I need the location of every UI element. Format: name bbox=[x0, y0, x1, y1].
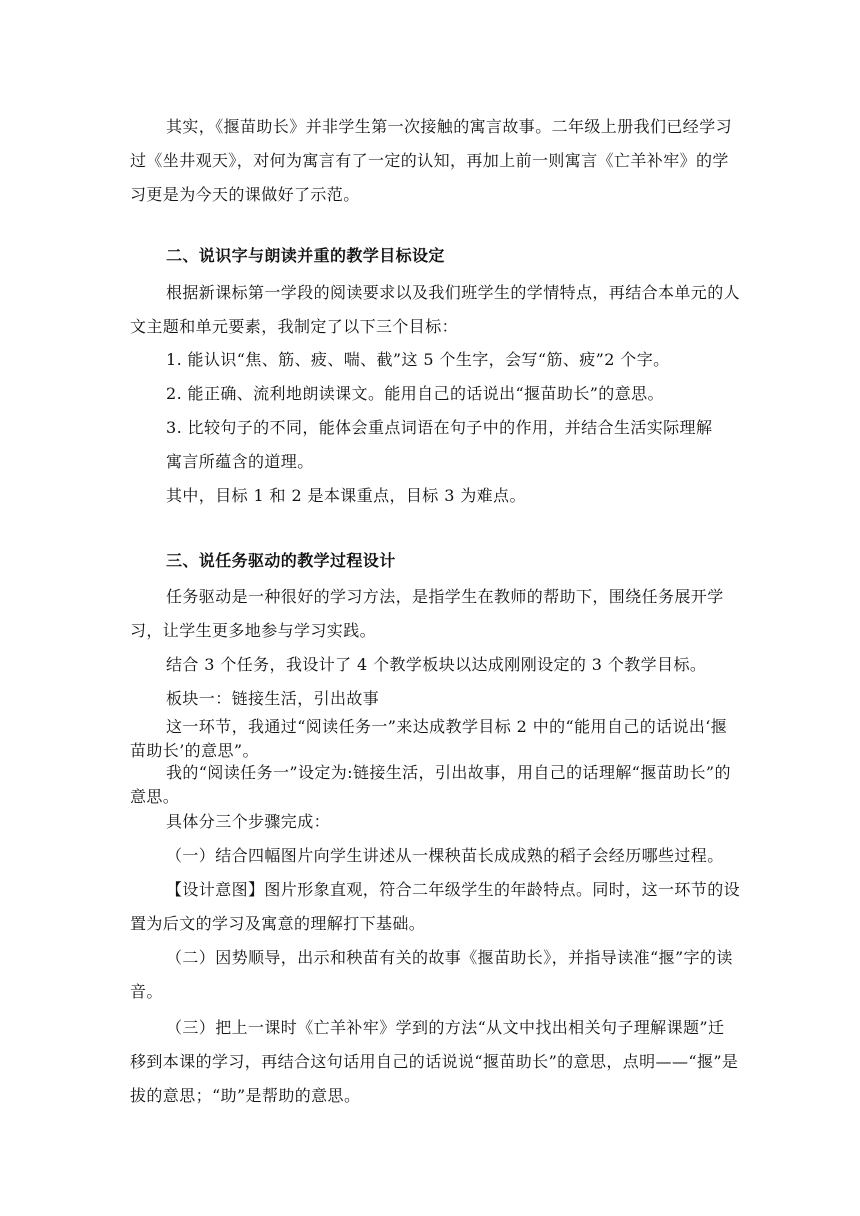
paragraph-goals-intro: 根据新课标第一学段的阅读要求以及我们班学生的学情特点，再结合本单元的人文主题和单元要素，我制定了以下三个目标： bbox=[130, 283, 741, 336]
paragraph-reading-task-definition: 我的“阅读任务一”设定为:链接生活，引出故事，用自己的话理解“揠苗助长”的意思。 bbox=[130, 763, 731, 806]
step-three: （三）把上一课时《亡羊补牢》学到的方法“从文中找出相关句子理解课题”迁移到本课的学习，再结合这句话用自己的话说说“揠苗助长”的意思，点明——“揠”是拔的意思；“助”是帮助的意思。 bbox=[130, 1018, 739, 1105]
goal-item-2: 2. 能正确、流利地朗读课文。能用自己的话说出“揠苗助长”的意思。 bbox=[166, 384, 664, 403]
goal-item-3: 3. 比较句子的不同，能体会重点词语在句子中的作用，并结合生活实际理解寓言所蕴含的道理。 bbox=[166, 418, 713, 471]
paragraph-task-plan: 结合 3 个任务，我设计了 4 个教学板块以达成刚刚设定的 3 个教学目标。 bbox=[166, 655, 707, 674]
step-two: （二）因势顺导，出示和秧苗有关的故事《揠苗助长》，并指导读准“揠”字的读音。 bbox=[130, 948, 733, 1001]
design-intent-note: 【设计意图】图片形象直观，符合二年级学生的年龄特点。同时，这一环节的设置为后文的学习及寓意的理解打下基础。 bbox=[130, 880, 741, 933]
paragraph-intro: 其实，《揠苗助长》并非学生第一次接触的寓言故事。二年级上册我们已经学习过《坐井观天》，对何为寓言有了一定的认知，再加上前一则寓言《亡羊补牢》的学习更是为今天的课做好了示范。 bbox=[130, 117, 733, 204]
paragraph-block-one: 板块一：链接生活，引出故事 bbox=[166, 689, 380, 708]
paragraph-goal-focus: 其中，目标 1 和 2 是本课重点，目标 3 为难点。 bbox=[166, 486, 526, 505]
section-heading-process: 三、说任务驱动的教学过程设计 bbox=[166, 551, 396, 570]
step-one: （一）结合四幅图片向学生讲述从一棵秧苗长成成熟的稻子会经历哪些过程。 bbox=[166, 846, 724, 865]
section-heading-goals: 二、说识字与朗读并重的教学目标设定 bbox=[166, 246, 445, 265]
paragraph-steps-intro: 具体分三个步骤完成： bbox=[166, 812, 331, 831]
paragraph-reading-task-goal: 这一环节，我通过“阅读任务一”来达成教学目标 2 中的“能用自己的话说出‘揠苗助长’的意思”。 bbox=[130, 717, 728, 760]
goal-item-1: 1. 能认识“焦、筋、疲、喘、截”这 5 个生字，会写“筋、疲”2 个字。 bbox=[166, 350, 670, 369]
paragraph-task-driven: 任务驱动是一种很好的学习方法，是指学生在教师的帮助下，围绕任务展开学习，让学生更多地参与学习实践。 bbox=[130, 587, 724, 640]
